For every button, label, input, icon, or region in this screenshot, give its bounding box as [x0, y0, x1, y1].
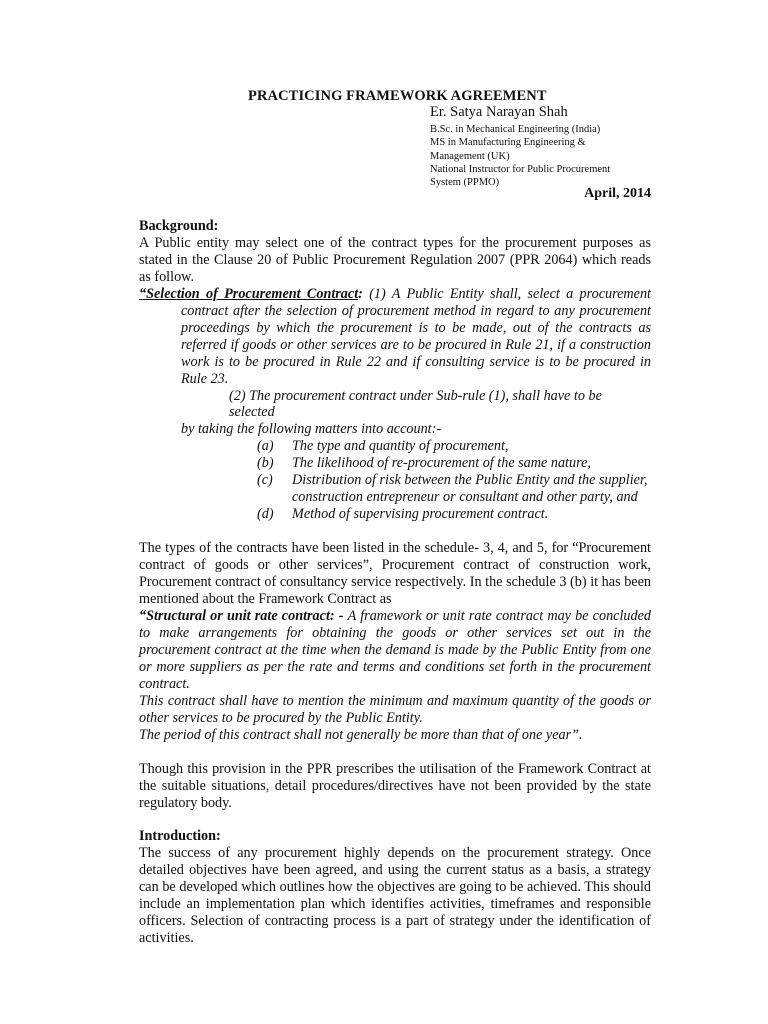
- clause-colon: :: [358, 285, 363, 302]
- though-line: the suitable situations, detail procedures/directives have not been provided by the state: [139, 777, 651, 794]
- list-item: [139, 455, 651, 472]
- clause-rest: (1) A Public Entity shall, select a procurement: [362, 285, 651, 302]
- document-title: PRACTICING FRAMEWORK AGREEMENT: [248, 88, 547, 104]
- credential-line: National Instructor for Public Procurement: [430, 163, 611, 175]
- subrule-line: (2) The procurement contract under Sub-rule (1), shall have to be selected: [229, 387, 602, 421]
- intro-line: as follow.: [139, 268, 195, 285]
- types-line: contract of goods or other services”, Procurement contract of construction work,: [139, 557, 651, 574]
- list-label: (c): [257, 472, 273, 489]
- framework-rest: A framework or unit rate contract may be concluded: [347, 607, 651, 624]
- framework-line: other services to be procured by the Public Entity.: [139, 709, 423, 726]
- framework-first-line: [139, 608, 651, 625]
- clause-title: “Selection of Procurement Contract: [139, 285, 359, 302]
- matters-list: [139, 438, 651, 523]
- document-body: [139, 218, 651, 947]
- list-text: The type and quantity of procurement,: [292, 438, 509, 455]
- introduction-line: detailed objectives have been agreed, and using the current status as a basis, a strategy: [139, 862, 651, 879]
- though-line: Though this provision in the PPR prescribes the utilisation of the Framework Contract at: [139, 760, 651, 777]
- framework-line: This contract shall have to mention the minimum and maximum quantity of the goods or: [139, 692, 651, 709]
- author-credentials: [430, 123, 645, 189]
- list-item: [139, 472, 651, 506]
- introduction-line: can be developed which outlines how the objectives are going to be achieved. This should: [139, 879, 651, 896]
- list-label: (d): [257, 506, 274, 523]
- spacer: [139, 744, 651, 761]
- intro-line: A Public entity may select one of the contract types for the procurement purposes as: [139, 234, 651, 251]
- framework-line: to make arrangements for obtaining the goods or other services set out in the: [139, 624, 651, 641]
- types-line: Procurement contract of consultancy service respectively. In the schedule 3 (b) it has been: [139, 574, 651, 591]
- credential-line: Management (UK): [430, 150, 510, 162]
- list-text: construction entrepreneur or consultant and other party, and: [292, 489, 638, 506]
- framework-line: or more suppliers as per the rate and terms and conditions set forth in the procurement: [139, 658, 651, 675]
- list-text: Method of supervising procurement contract.: [292, 506, 549, 523]
- spacer: [139, 523, 651, 540]
- introduction-line: The success of any procurement highly depends on the procurement strategy. Once: [139, 845, 651, 862]
- subrule-line: by taking the following matters into account:-: [181, 421, 442, 438]
- clause-line: work is to be procured in Rule 22 and if consulting service is to be procured in: [181, 353, 651, 370]
- framework-title: “Structural or unit rate contract: -: [139, 607, 348, 624]
- spacer: [139, 811, 651, 828]
- credential-line: System (PPMO): [430, 177, 500, 189]
- types-line: The types of the contracts have been listed in the schedule- 3, 4, and 5, for “Procurement: [139, 540, 651, 557]
- clause-line: contract after the selection of procurement method in regard to any procurement: [181, 302, 651, 319]
- credential-line: B.Sc. in Mechanical Engineering (India): [430, 124, 601, 135]
- intro-line: stated in the Clause 20 of Public Procurement Regulation 2007 (PPR 2064) which reads: [139, 251, 651, 268]
- list-label: (a): [257, 438, 274, 455]
- list-item: [139, 506, 651, 523]
- clause-line: proceedings by which the procurement is to be made, out of the contracts as: [181, 319, 651, 336]
- framework-line: procurement contract at the time when the demand is made by the Public Entity from one: [139, 641, 651, 658]
- clause-first-line: [139, 286, 651, 303]
- clause-body: [139, 303, 651, 388]
- list-item: [139, 438, 651, 455]
- document-date: April, 2014: [584, 186, 651, 201]
- introduction-line: officers. Selection of contracting process is a part of strategy under the identification of: [139, 913, 651, 930]
- list-label: (b): [257, 455, 274, 472]
- list-text: Distribution of risk between the Public Entity and the supplier,: [292, 472, 648, 489]
- framework-line: The period of this contract shall not generally be more than that of one year”.: [139, 726, 583, 743]
- types-line: mentioned about the Framework Contract as: [139, 591, 392, 608]
- list-text: The likelihood of re-procurement of the same nature,: [292, 455, 591, 472]
- author-name: Er. Satya Narayan Shah: [430, 104, 568, 120]
- introduction-line: activities.: [139, 930, 194, 947]
- introduction-line: include an implementation plan which identifies activities, timeframes and responsible: [139, 896, 651, 913]
- background-heading: Background:: [139, 218, 219, 234]
- clause-line: referred if goods or other services are to be procured in Rule 21, if a construction: [181, 336, 651, 353]
- framework-body: [139, 625, 651, 744]
- clause-line: Rule 23.: [181, 370, 229, 387]
- credential-line: MS in Manufacturing Engineering &: [430, 137, 586, 149]
- introduction-heading: Introduction:: [139, 828, 221, 845]
- though-line: regulatory body.: [139, 794, 232, 811]
- framework-line: contract.: [139, 675, 190, 692]
